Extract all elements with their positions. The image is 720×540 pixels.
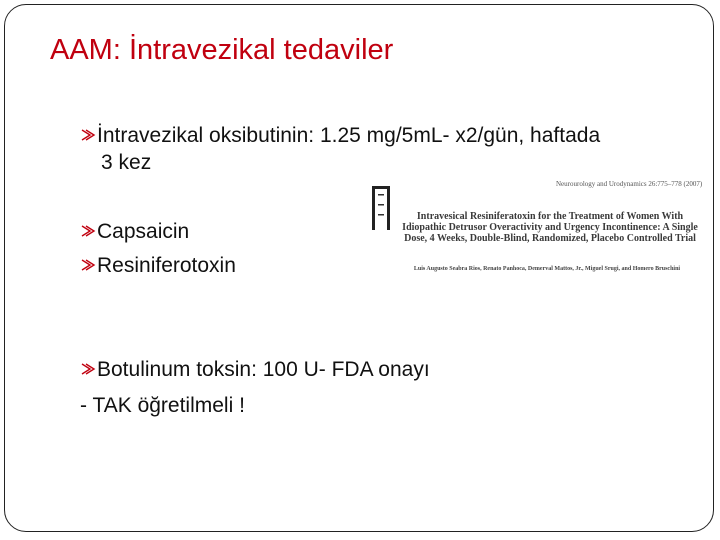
bullet-text: Resiniferotoxin	[97, 254, 236, 277]
feather-arrow-bullet-icon	[80, 128, 96, 142]
paper-title: Intravesical Resiniferatoxin for the Treatment of Women With Idiopathic Detrusor Overactivity and Urgency Incontinence: A Single Dose, 4 Weeks, Double-Blind, Randomized, Placebo Controlled Trial	[402, 211, 698, 244]
paper-authors: Luis Augusto Seabra Rios, Renato Panhoca, Demerval Mattos, Jr., Miguel Srugi, and Homero Bruschini	[413, 266, 681, 272]
paper-header-image	[368, 178, 703, 288]
bullet-text-line2: 3 kez	[101, 151, 152, 174]
feather-arrow-bullet-icon	[80, 258, 96, 272]
slide-title: AAM: İntravezikal tedaviler	[50, 34, 394, 66]
journal-reference: Neurourology and Urodynamics 26:775–778 (2007)	[556, 180, 703, 188]
feather-arrow-bullet-icon	[80, 224, 96, 238]
feather-arrow-bullet-icon	[80, 362, 96, 376]
bullet-text: Capsaicin	[97, 220, 190, 243]
journal-logo-icon	[370, 184, 392, 232]
bullet-text-line1: İntravezikal oksibutinin: 1.25 mg/5mL- x2/gün, haftada	[97, 124, 601, 147]
bullet-text: Botulinum toksin: 100 U- FDA onayı	[97, 358, 430, 381]
note-text: - TAK öğretilmeli !	[80, 394, 245, 417]
